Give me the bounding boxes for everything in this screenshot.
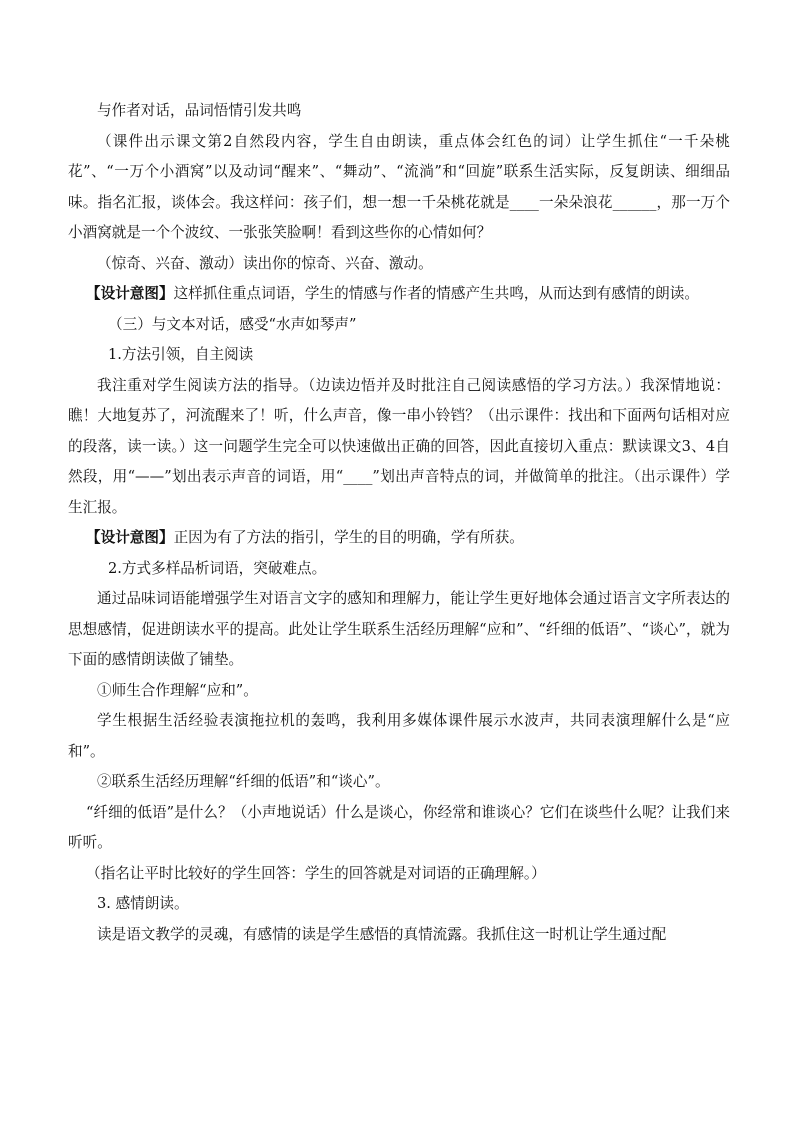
design-intent-text: 正因为有了方法的指引，学生的目的明确，学有所获。 [173,529,524,546]
design-intent-text: 这样抓住重点词语，学生的情感与作者的情感产生共鸣，从而达到有感情的朗读。 [173,285,699,302]
paragraph-design-intent-1 [68,279,730,310]
paragraph-courseware-2: （课件出示课文第2自然段内容，学生自由朗读，重点体会红色的词）让学生抓住“一千朵桃花”、“一万个小酒窝”以及动词“醒来”、“舞动”、“流淌”和“回旋”联系生活实际，反复朗读、细细品味。指名汇报，谈体会。我这样问：孩子们，想一想一千朵桃花就是____一朵朵浪花______，那一万个小酒窝就是一个个波纹、一张张笑脸啊！看到这些你的心情如何？ [68,132,730,241]
design-intent-label: 【设计意图】 [86,285,174,302]
paragraph-student-answer: （指名让平时比较好的学生回答：学生的回答就是对词语的正确理解。） [86,864,546,882]
paragraph-tractor: 学生根据生活经验表演拖拉机的轰鸣，我利用多媒体课件展示水波声，共同表演理解什么是“应和”。 [68,712,730,760]
document-body [68,96,730,950]
paragraph-word-analysis: 通过品味词语能增强学生对语言文字的感知和理解力，能让学生更好地体会通过语言文字所表达的思想感情，促进朗读水平的提高。此处让学生联系生活经历理解“应和”、“纤细的低语”、“谈心”，就为下面的感情朗读做了铺垫。 [68,590,730,668]
paragraph-whisper-heading: ②联系生活经历理解“纤细的低语”和“谈心”。 [97,773,390,790]
design-intent-label: 【设计意图】 [86,529,174,546]
paragraph-reading-soul: 读是语文教学的灵魂，有感情的读是学生感悟的真情流露。我抓住这一时机让学生通过配 [97,925,667,943]
paragraph-yinghe: ①师生合作理解“应和”。 [97,681,258,699]
paragraph-word-analysis-heading: 2.方式多样品析词语，突破难点。 [108,559,327,577]
paragraph-design-intent-2 [68,523,730,554]
paragraph-method-guidance: 我注重对学生阅读方法的指导。（边读边悟并及时批注自己阅读感悟的学习方法。）我深情地说：瞧！大地复苏了，河流醒来了！听，什么声音，像一串小铃铛？（出示课件：找出和下面两句话相对应的段落，读一读。）这一问题学生完全可以快速做出正确的回答，因此直接切入重点：默读课文3、4自然段，用“——”划出表示声音的词语，用“____”划出声音特点的词，并做简单的批注。（出示课件）学生汇报。 [68,376,730,516]
paragraph-method-heading: 1.方法引领，自主阅读 [108,346,254,363]
paragraph-emotion-read: （惊奇、兴奋、激动）读出你的惊奇、兴奋、激动。 [97,254,433,272]
paragraph-emotional-reading-heading: 3. 感情朗读。 [97,895,189,912]
paragraph-whisper: “纤细的低语”是什么？（小声地说话）什么是谈心，你经常和谁谈心？它们在谈些什么呢？让我们来听听。 [68,803,730,851]
paragraph-section-three: （三）与文本对话，感受“水声如琴声” [108,315,357,333]
paragraph-section-heading: 与作者对话，品词悟情引发共鸣 [97,102,302,119]
